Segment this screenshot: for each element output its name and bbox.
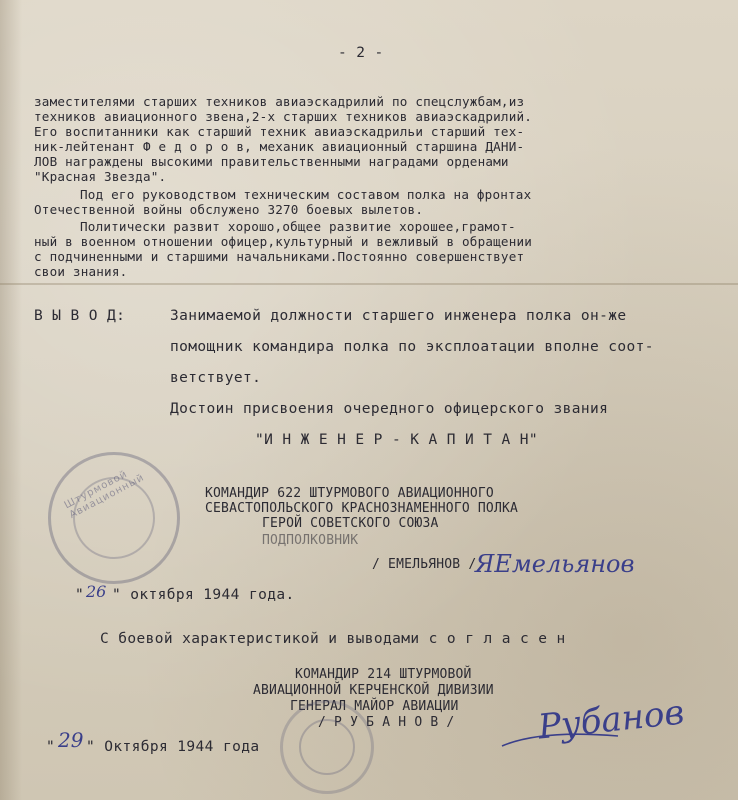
signatory-line: СЕВАСТОПОЛЬСКОГО КРАСНОЗНАМЕННОГО ПОЛКА <box>205 501 519 516</box>
official-stamp <box>48 452 180 584</box>
body-line: ЛОВ награждены высокими правительственными наградами орденами <box>34 154 509 169</box>
body-line: Его воспитанники как старший техник авиаэскадрильи старший тех- <box>34 124 525 139</box>
conclusion-line: Занимаемой должности старшего инженера полка он-же <box>170 308 627 324</box>
signature-underline <box>500 730 620 750</box>
approval-text: С боевой характеристикой и выводами с о г л а с е н <box>100 631 566 647</box>
signature-rubanov: Рубанов <box>536 692 686 748</box>
body-line: "Красная Звезда". <box>34 169 167 184</box>
date-text: " октября 1944 года. <box>112 587 295 603</box>
approver-line: АВИАЦИОННОЙ КЕРЧЕНСКОЙ ДИВИЗИИ <box>253 683 494 698</box>
signatory-line: КОМАНДИР 622 ШТУРМОВОГО АВИАЦИОННОГО <box>205 486 494 501</box>
approver-line: КОМАНДИР 214 ШТУРМОВОЙ <box>295 667 472 682</box>
conclusion-line: ветствует. <box>170 370 262 386</box>
signatory-line: ПОДПОЛКОВНИК <box>262 533 359 548</box>
body-line: Отечественной войны обслужено 3270 боевых вылетов. <box>34 202 424 217</box>
body-line: заместителями старших техников авиаэскадрилий по спецслужбам,из <box>34 94 525 109</box>
date-day-handwritten: 26 <box>86 582 107 601</box>
official-stamp-2 <box>280 700 374 794</box>
date-open-quote: " <box>75 587 85 603</box>
signatory-name: / ЕМЕЛЬЯНОВ / <box>372 557 477 572</box>
body-line: Политически развит хорошо,общее развитие хорошее,грамот- <box>80 219 516 234</box>
date2-open-quote: " <box>46 739 56 755</box>
body-line: свои знания. <box>34 264 128 279</box>
body-line: техников авиационного звена,2-х старших техников авиаэскадрилий. <box>34 109 533 124</box>
body-line: с подчиненными и старшими начальниками.Постоянно совершенствует <box>34 249 525 264</box>
edge-stain <box>0 0 22 800</box>
conclusion-line: помощник командира полка по эксплоатации вполне соот- <box>170 339 654 355</box>
body-line: ный в военном отношении офицер,культурный и вежливый в обращении <box>34 234 533 249</box>
date2-text: " Октября 1944 года <box>86 739 260 755</box>
date2-day-handwritten: 29 <box>58 728 84 752</box>
body-line: ник-лейтенант Ф е д о р о в, механик авиационный старшина ДАНИ- <box>34 139 525 154</box>
conclusion-label: В Ы В О Д: <box>34 308 126 324</box>
signatory-line: ГЕРОЙ СОВЕТСКОГО СОЮЗА <box>262 516 439 531</box>
page-number: - 2 - <box>338 45 384 61</box>
approver-line: ГЕНЕРАЛ МАЙОР АВИАЦИИ <box>290 699 459 714</box>
signature-emelyanov: ЯЕмельянов <box>475 550 635 578</box>
body-line: Под его руководством техническим составом полка на фронтах <box>80 187 532 202</box>
stamp-text: Штурмовой Авиационный <box>62 468 147 521</box>
rank-title: "И Н Ж Е Н Е Р - К А П И Т А Н" <box>255 432 539 448</box>
approver-name: / Р У Б А Н О В / <box>318 715 455 730</box>
recommendation-line: Достоин присвоения очередного офицерского звания <box>170 401 609 417</box>
paper-fold <box>0 283 738 285</box>
